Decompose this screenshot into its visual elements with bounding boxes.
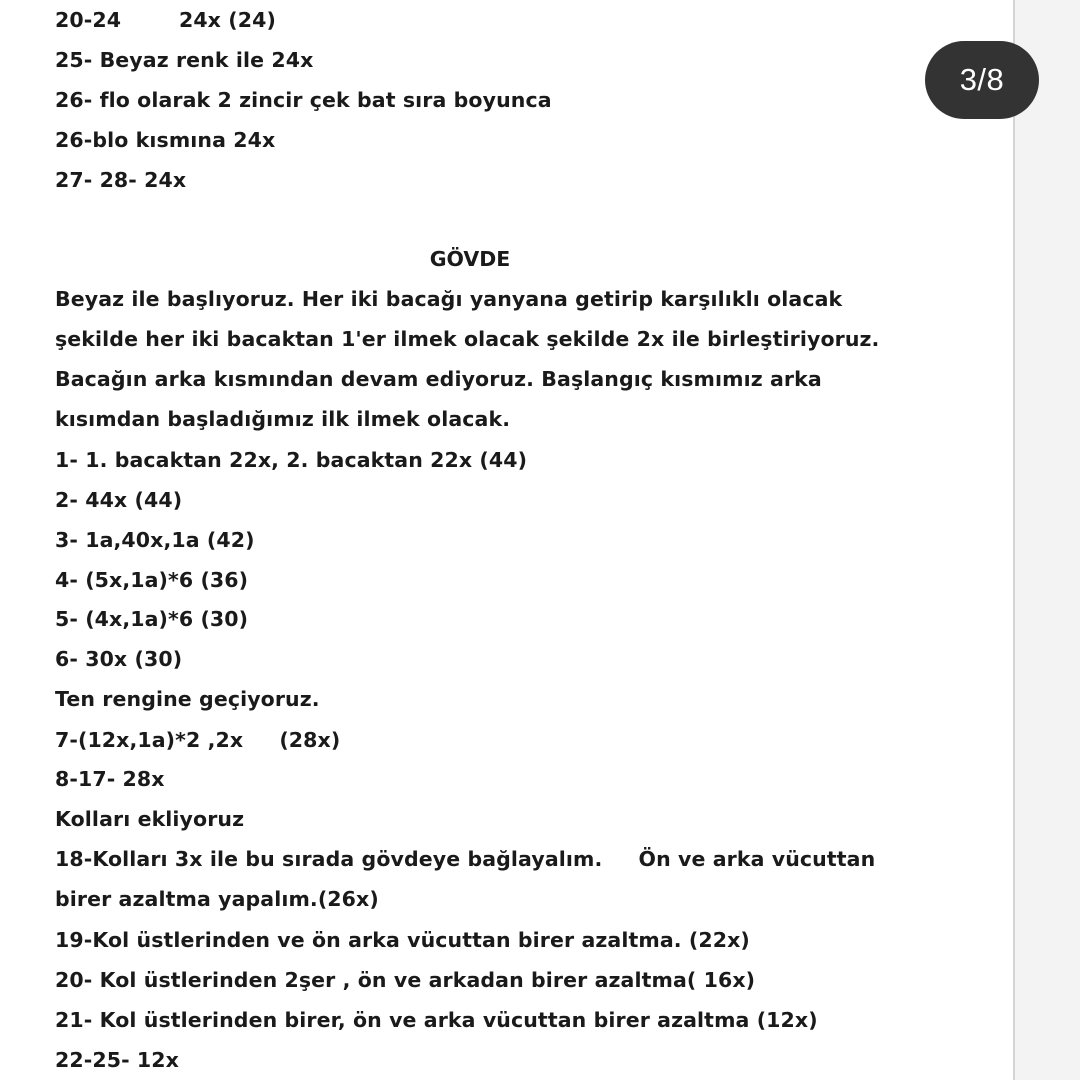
pattern-row: 26- flo olarak 2 zincir çek bat sıra boyunca <box>55 88 552 112</box>
pattern-row: 22-25- 12x <box>55 1048 179 1072</box>
pattern-row: 27- 28- 24x <box>55 168 187 192</box>
pattern-row: 3- 1a,40x,1a (42) <box>55 528 255 552</box>
pattern-row: 4- (5x,1a)*6 (36) <box>55 568 249 592</box>
intro-line: kısımdan başladığımız ilk ilmek olacak. <box>55 407 511 431</box>
pattern-row: 21- Kol üstlerinden birer, ön ve arka vücuttan birer azaltma (12x) <box>55 1008 818 1032</box>
pattern-row: 19-Kol üstlerinden ve ön arka vücuttan birer azaltma. (22x) <box>55 928 750 952</box>
pattern-row: 2- 44x (44) <box>55 488 183 512</box>
pattern-row: 18-Kolları 3x ile bu sırada gövdeye bağlayalım. Ön ve arka vücuttan <box>55 847 876 871</box>
pattern-row: 20-24 24x (24) <box>55 8 276 32</box>
intro-line: şekilde her iki bacaktan 1'er ilmek olacak şekilde 2x ile birleştiriyoruz. <box>55 327 880 351</box>
pattern-row: birer azaltma yapalım.(26x) <box>55 887 379 911</box>
pattern-row: 6- 30x (30) <box>55 647 183 671</box>
intro-line: Bacağın arka kısmından devam ediyoruz. Başlangıç kısmımız arka <box>55 367 822 391</box>
pattern-row: 1- 1. bacaktan 22x, 2. bacaktan 22x (44) <box>55 448 528 472</box>
intro-line: Beyaz ile başlıyoruz. Her iki bacağı yanyana getirip karşılıklı olacak <box>55 287 843 311</box>
slide-counter-badge: 3/8 <box>925 41 1039 119</box>
instruction-line: Kolları ekliyoruz <box>55 807 245 831</box>
page-edge <box>1013 0 1080 1080</box>
pattern-row: 7-(12x,1a)*2 ,2x (28x) <box>55 728 341 752</box>
pattern-row: 8-17- 28x <box>55 767 165 791</box>
pattern-row: 25- Beyaz renk ile 24x <box>55 48 314 72</box>
pattern-row: 26-blo kısmına 24x <box>55 128 276 152</box>
instruction-line: Ten rengine geçiyoruz. <box>55 687 320 711</box>
section-title: GÖVDE <box>429 247 511 271</box>
pattern-row: 5- (4x,1a)*6 (30) <box>55 607 249 631</box>
pattern-row: 20- Kol üstlerinden 2şer , ön ve arkadan birer azaltma( 16x) <box>55 968 756 992</box>
